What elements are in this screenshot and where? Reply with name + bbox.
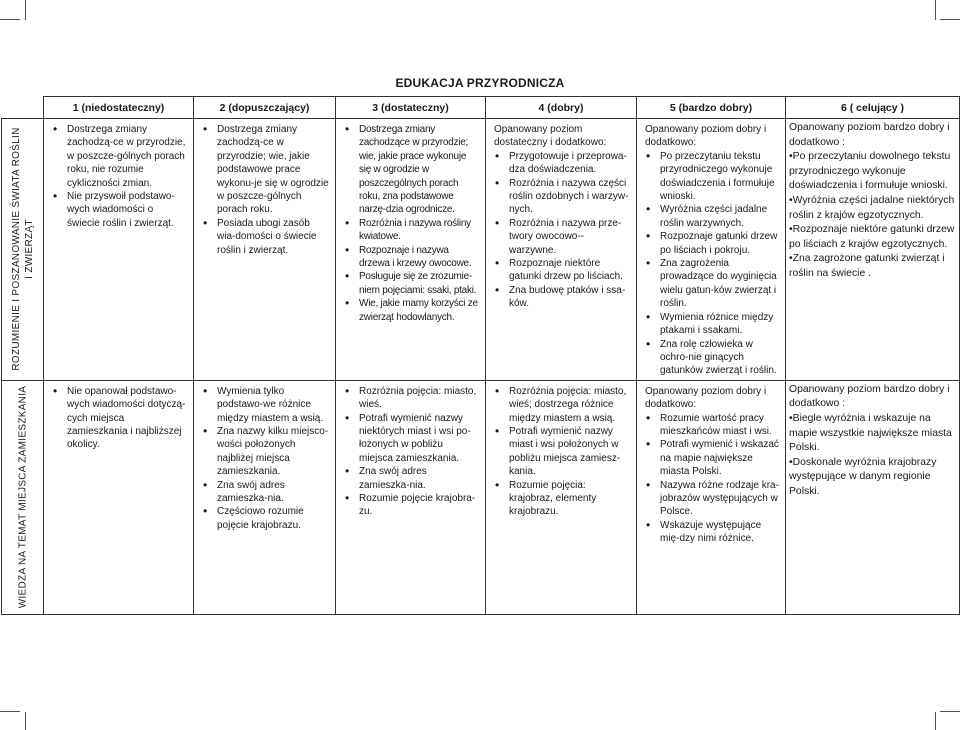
grade-cell — [486, 380, 637, 614]
requirement-list — [645, 412, 779, 546]
grade-cell — [336, 119, 486, 381]
requirement-item: • Rozumie pojęcia: krajobraz, elementy krajobrazu. — [494, 479, 630, 519]
row-label-line: WIEDZA NA TEMAT MIEJSCA ZAMIESZKANIA — [17, 385, 28, 609]
table-row — [2, 119, 960, 381]
requirement-item: • Częściowo rozumie pojęcie krajobrazu. — [202, 505, 329, 532]
requirement-list — [645, 150, 779, 378]
cell-intro: Opanowany poziom dobry i dodatkowo: — [645, 124, 767, 149]
requirement-item: • Potrafi wymienić i wskazać na mapie największe miasta Polski. — [645, 438, 779, 478]
column-header: 3 (dostateczny) — [336, 97, 486, 119]
column-header: 2 (dopuszczający) — [194, 97, 336, 119]
requirement-item: • Przygotowuje i przeprowa-dza doświadczenia. — [494, 150, 630, 177]
requirement-list — [344, 123, 479, 324]
row-label-cell — [2, 380, 44, 614]
row-label-cell — [2, 119, 44, 381]
requirement-item: • Rozpoznaje gatunki drzew po liściach i pokroju. — [645, 230, 779, 257]
requirement-item: • Rozróżnia pojęcia: miasto, wieś; dostrzega różnice między miastem a wsią. — [494, 385, 630, 425]
grade-cell — [336, 380, 486, 614]
crop-mark — [25, 712, 26, 730]
requirement-item: • Rozróżnia i nazywa prze-twory owocowo--warzywne. — [494, 217, 630, 257]
requirement-item: • Rozumie pojęcie krajobra-zu. — [344, 492, 479, 519]
cell-line: Opanowany poziom bardzo dobry i dodatkowo : — [789, 383, 950, 410]
column-header: 6 ( celujący ) — [786, 97, 960, 119]
requirement-item: • Zna swój adres zamieszka-nia. — [202, 479, 329, 506]
requirement-item: • Po przeczytaniu tekstu przyrodniczego wykonuje doświadczenia i formułuje wnioski. — [645, 150, 779, 204]
column-header: 1 (niedostateczny) — [44, 97, 194, 119]
grade-cell — [637, 380, 786, 614]
requirement-list — [52, 123, 187, 230]
cell-content — [44, 381, 193, 454]
requirement-item: • Dostrzega zmiany zachodzą-ce w przyrodzie, w poszcze-gólnych porach roku, nie rozumie cykliczności zmian. — [52, 123, 187, 190]
crop-mark — [935, 0, 936, 20]
grade-cell — [637, 119, 786, 381]
requirement-item: • Nazywa różne rodzaje kra-jobrazów występujących w Polsce. — [645, 479, 779, 519]
crop-mark — [935, 712, 936, 730]
cell-line: •Biegle wyróżnia i wskazuje na mapie wszystkie największe miasta Polski. — [789, 412, 952, 454]
requirement-item: • Zna swój adres zamieszka-nia. — [344, 465, 479, 492]
cell-intro: Opanowany poziom dobry i dodatkowo: — [645, 385, 767, 411]
corner-cell — [2, 97, 44, 119]
cell-content — [44, 119, 193, 232]
requirement-list — [494, 385, 630, 519]
requirement-list — [52, 385, 187, 452]
row-label-line: ROZUMIENIE I POSZANOWANIE ŚWIATA ROŚLIN — [10, 127, 22, 371]
cell-line: •Zna zagrożone gatunki zwierząt i roślin na świecie . — [789, 253, 945, 279]
grade-cell — [786, 380, 960, 614]
requirement-item: • Zna zagrożenia prowadzące do wyginięcia wielu gatun-ków zwierząt i roślin. — [645, 257, 779, 311]
grading-table — [1, 96, 960, 615]
requirement-list — [494, 150, 630, 311]
cell-content — [336, 381, 485, 521]
requirement-item: • Nie przyswoił podstawo-wych wiadomości o świecie roślin i zwierząt. — [52, 190, 187, 230]
crop-mark — [25, 0, 26, 20]
cell-line: •Doskonale wyróżnia krajobrazy występujące w danym regionie Polski. — [789, 456, 937, 497]
cell-line: •Rozpoznaje niektóre gatunki drzew po liściach z krajów egzotycznych. — [789, 224, 955, 250]
requirement-item: • Potrafi wymienić nazwy miast i wsi położonych w pobliżu miejsca zamiesz-kania. — [494, 425, 630, 479]
requirement-item: • Wskazuje występujące mię-dzy nimi różnice. — [645, 519, 779, 546]
grade-cell — [486, 119, 637, 381]
requirement-item: • Posługuje się ze zrozumie-niem pojęciami: ssaki, ptaki. — [344, 270, 479, 297]
crop-mark — [0, 711, 20, 712]
grade-cell — [44, 380, 194, 614]
requirement-list — [202, 123, 329, 257]
grade-cell — [44, 119, 194, 381]
column-header: 5 (bardzo dobry) — [637, 97, 786, 119]
cell-line: •Po przeczytaniu dowolnego tekstu przyrodniczego wykonuje doświadczenia i formułuje wnioski. — [789, 151, 951, 192]
requirement-item: • Rozróżnia i nazywa rośliny kwiatowe. — [344, 217, 479, 244]
requirement-item: • Posiada ubogi zasób wia-domości o świecie roślin i zwierząt. — [202, 217, 329, 257]
grade-cell — [194, 119, 336, 381]
requirement-item: • Rozpoznaje i nazywa drzewa i krzewy owocowe. — [344, 244, 479, 271]
requirement-item: • Zna budowę ptaków i ssa-ków. — [494, 284, 630, 311]
requirement-item: • Zna rolę człowieka w ochro-nie ginących gatunków zwierząt i roślin. — [645, 338, 779, 378]
cell-content — [336, 119, 485, 326]
cell-content — [786, 381, 959, 502]
cell-line: •Wyróżnia części jadalne niektórych roślin z krajów egzotycznych. — [789, 194, 955, 221]
document-title: EDUKACJA PRZYRODNICZA — [395, 76, 565, 90]
requirement-item: • Potrafi wymienić nazwy niektórych miast i wsi po-łożonych w pobliżu miejsca zamieszkania. — [344, 412, 479, 466]
crop-mark — [940, 19, 960, 20]
column-header: 4 (dobry) — [486, 97, 637, 119]
header-row — [2, 97, 960, 119]
cell-content — [786, 119, 959, 284]
requirement-item: • Wymienia tylko podstawo-we różnice między miastem a wsią. — [202, 385, 329, 425]
cell-content — [486, 381, 636, 521]
row-label-line: I ZWIERZĄT — [23, 219, 35, 280]
requirement-item: • Dostrzega zmiany zachodzą-ce w przyrodzie; wie, jakie podstawowe prace wykonu-je się w ogrodzie w poszcze-gólnych porach roku. — [202, 123, 329, 217]
cell-content — [194, 119, 335, 259]
grade-cell — [194, 380, 336, 614]
requirement-item: • Wie, jakie mamy korzyści ze zwierząt hodowlanych. — [344, 297, 479, 324]
cell-line: Opanowany poziom bardzo dobry i dodatkowo : — [789, 122, 950, 148]
requirement-list — [344, 385, 479, 519]
requirement-item: • Wymienia różnice między ptakami i ssakami. — [645, 311, 779, 338]
cell-content — [637, 119, 785, 380]
requirement-item: • Zna nazwy kilku miejsco-wości położonych najbliżej miejsca zamieszkania. — [202, 425, 329, 479]
cell-content — [194, 381, 335, 534]
cell-content — [637, 381, 785, 548]
table-row — [2, 380, 960, 614]
requirement-item: • Dostrzega zmiany zachodzące w przyrodzie; wie, jakie prace wykonuje się w ogrodzie w poszczególnych porach roku, zna podstawowe narzę-dzia ogrodnicze. — [344, 123, 479, 217]
cell-intro: Opanowany poziom dostateczny i dodatkowo: — [494, 124, 607, 149]
grade-cell — [786, 119, 960, 381]
requirement-item: • Nie opanował podstawo-wych wiadomości dotyczą-cych miejsca zamieszkania i najbliższej okolicy. — [52, 385, 187, 452]
row-label — [16, 386, 29, 609]
requirement-item: • Wyróżnia części jadalne roślin warzywnych. — [645, 203, 779, 230]
requirement-list — [202, 385, 329, 532]
requirement-item: • Rozróżnia pojęcia: miasto, wieś. — [344, 385, 479, 412]
requirement-item: • Rozróżnia i nazywa części roślin ozdobnych i warzyw-nych. — [494, 177, 630, 217]
cell-content — [486, 119, 636, 313]
requirement-item: • Rozumie wartość pracy mieszkańców miast i wsi. — [645, 412, 779, 439]
crop-mark — [940, 711, 960, 712]
crop-mark — [0, 19, 20, 20]
requirement-item: • Rozpoznaje niektóre gatunki drzew po liściach. — [494, 257, 630, 284]
row-label — [10, 128, 36, 371]
